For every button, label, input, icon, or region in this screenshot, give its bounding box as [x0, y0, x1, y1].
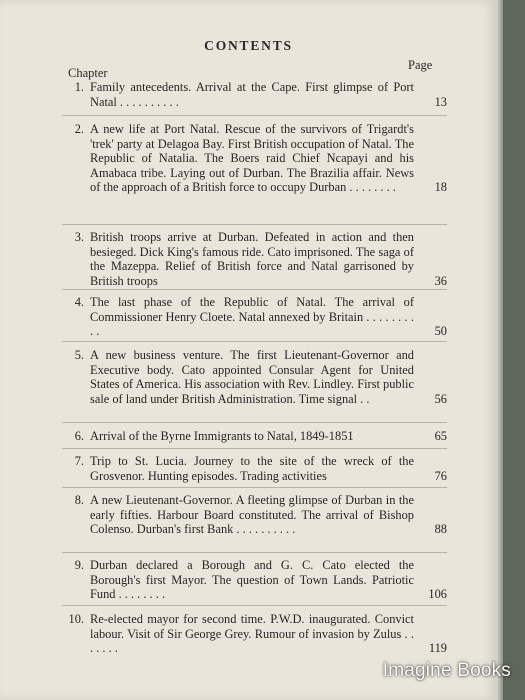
toc-entry-3: [62, 230, 447, 288]
entry-divider: [62, 487, 447, 488]
toc-entry-5: [62, 348, 447, 406]
toc-entry-page: 65: [434, 429, 447, 443]
toc-entry-number: 5.: [74, 348, 84, 362]
toc-entry-7: [62, 454, 447, 483]
toc-entry-page: 36: [434, 273, 447, 288]
toc-entry-text: Durban declared a Borough and G. C. Cato elected the Borough's first Mayor. The question of Town Lands. Patriotic Fund . . . . . . . .: [90, 558, 414, 602]
toc-entry-4: [62, 295, 447, 339]
toc-entry-text: Trip to St. Lucia. Journey to the site of the wreck of the Grosvenor. Hunting episodes. Trading activities: [90, 454, 414, 483]
toc-entry-8: [62, 493, 447, 537]
page-edge: [497, 0, 503, 700]
contents-heading: CONTENTS: [204, 38, 293, 53]
page-column-header: Page: [408, 58, 433, 72]
entry-divider: [62, 552, 447, 553]
toc-entry-text: The last phase of the Republic of Natal. The arrival of Commissioner Henry Cloete. Natal annexed by Britain . . . . . . . . . .: [90, 295, 414, 339]
entry-divider: [62, 224, 447, 225]
toc-entry-text: A new life at Port Natal. Rescue of the survivors of Trigardt's 'trek' party at Delagoa Bay. First British occupation of Natal. The Republic of Natalia. The Boers raid Chief Ncapayi and his Amabaca tribe. Laying out of Durban. The Brazilia affair. News of the approach of a British force to occupy Durban . . . . . . . .: [90, 122, 414, 195]
toc-entry-number: 3.: [74, 230, 84, 244]
toc-entry-number: 2.: [74, 122, 84, 136]
toc-entry-page: 13: [434, 94, 447, 109]
entry-divider: [62, 289, 447, 290]
toc-entry-text: British troops arrive at Durban. Defeated in action and then besieged. Dick King's famous ride. Cato imprisoned. The saga of the Mazeppa. Relief of British force and Natal garrisoned by British troops: [90, 230, 414, 288]
toc-entry-page: 88: [434, 522, 447, 537]
toc-entry-text: Re-elected mayor for second time. P.W.D. inaugurated. Convict labour. Visit of Sir George Grey. Rumour of invasion by Zulus . . . . . . .: [90, 612, 414, 656]
toc-entry-page: 76: [434, 468, 447, 483]
toc-entry-text: Arrival of the Byrne Immigrants to Natal, 1849-1851: [90, 429, 354, 443]
chapter-column-header: Chapter: [68, 66, 108, 80]
toc-entry-6: [62, 429, 447, 444]
toc-entry-number: 9.: [74, 558, 84, 572]
toc-entry-page: 18: [434, 180, 447, 195]
toc-entry-1: [62, 80, 447, 109]
toc-entry-text: A new Lieutenant-Governor. A fleeting glimpse of Durban in the early fifties. Harbour Board constituted. The arrival of Bishop Colenso. Durban's first Bank . . . . . . . . . .: [90, 493, 414, 537]
entry-divider: [62, 115, 447, 116]
entry-divider: [62, 422, 447, 423]
toc-entry-9: [62, 558, 447, 602]
toc-entry-number: 7.: [74, 454, 84, 468]
toc-entry-page: 106: [428, 587, 447, 602]
imagine-books-watermark: Imagine Books: [382, 660, 511, 681]
toc-entry-page: 50: [434, 324, 447, 339]
toc-entry-10: [62, 612, 447, 656]
entry-divider: [62, 341, 447, 342]
entry-divider: [62, 448, 447, 449]
toc-entry-number: 10.: [68, 612, 84, 626]
entry-divider: [62, 605, 447, 606]
toc-entry-text: A new business venture. The first Lieutenant-Governor and Executive body. Cato appointed Consular Agent for United States of America. His association with Rev. Lindley. First public sale of land under British Administration. Time signal . .: [90, 348, 414, 406]
toc-entry-text: Family antecedents. Arrival at the Cape. First glimpse of Port Natal . . . . . . . . . .: [90, 80, 414, 109]
toc-entry-number: 8.: [74, 493, 84, 507]
toc-entry-number: 6.: [74, 429, 84, 443]
toc-entry-page: 56: [434, 391, 447, 406]
toc-entry-number: 4.: [74, 295, 84, 309]
toc-entry-2: [62, 122, 447, 195]
toc-entry-page: 119: [428, 641, 447, 656]
toc-entry-number: 1.: [74, 80, 84, 94]
